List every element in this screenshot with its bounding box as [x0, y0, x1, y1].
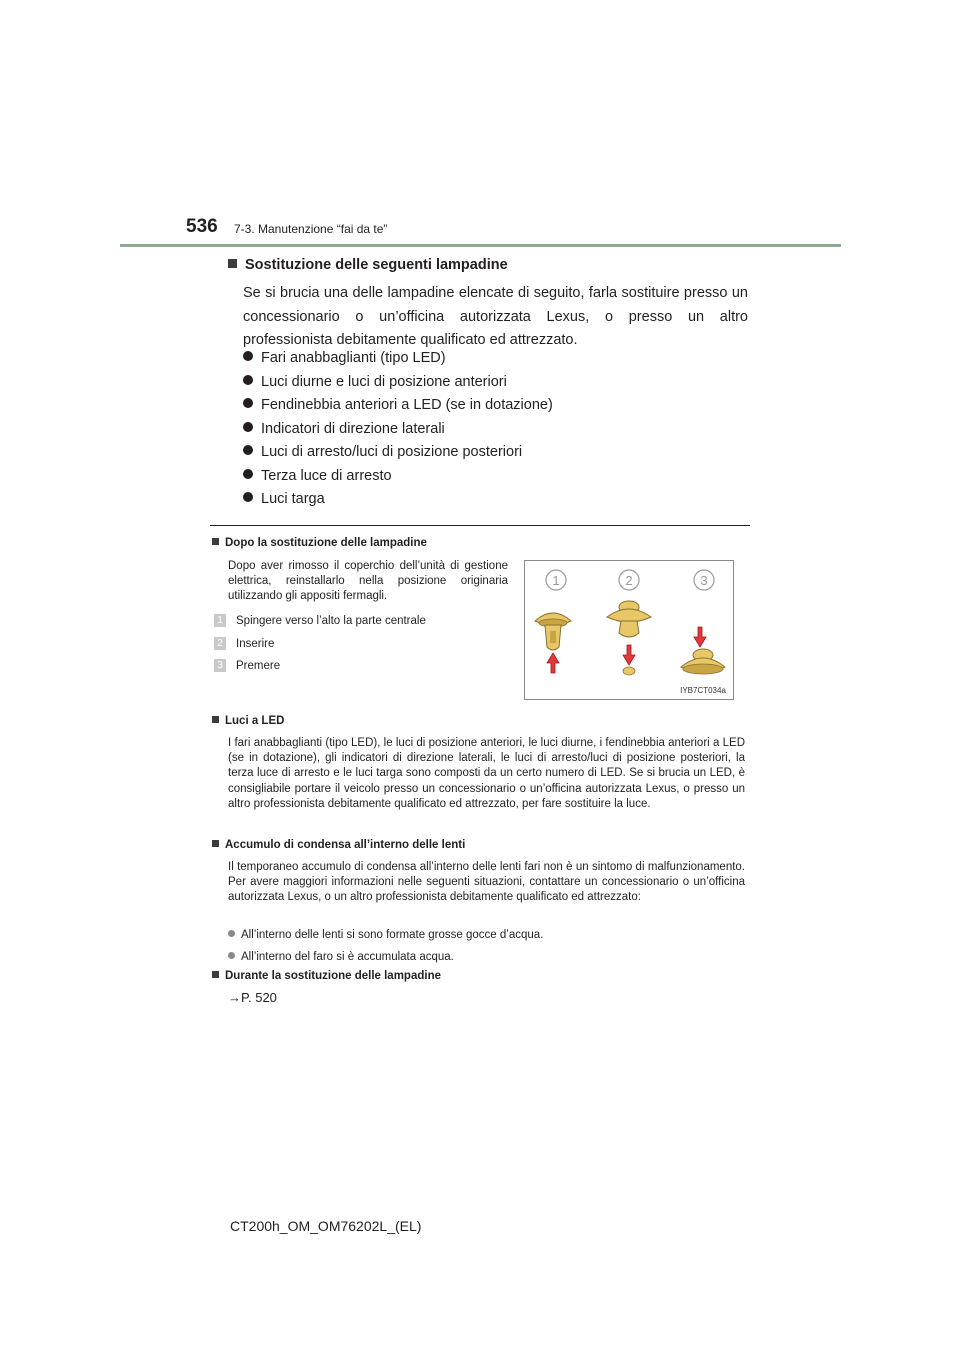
- bullet-icon: [243, 351, 253, 361]
- clip-illustration: [525, 561, 733, 699]
- clip-3-icon: [681, 627, 725, 674]
- note-title-durante: Durante la sostituzione delle lampadine: [212, 970, 441, 982]
- step-item: 2 Inserire: [214, 637, 274, 652]
- bullet-icon: [228, 930, 235, 937]
- section-divider: [210, 525, 750, 526]
- running-header: 7-3. Manutenzione “fai da te”: [234, 222, 388, 236]
- clip-1-icon: [535, 613, 571, 673]
- clip-figure: [524, 560, 734, 700]
- bullet-icon: [228, 952, 235, 959]
- square-bullet-icon: [228, 259, 237, 268]
- list-item: All’interno del faro si è accumulata acqua.: [228, 950, 454, 965]
- step-item: 1 Spingere verso l’alto la parte centrale: [214, 614, 426, 629]
- clip-2-icon: [607, 601, 651, 675]
- note-title-condensa: Accumulo di condensa all’interno delle lenti: [212, 839, 465, 851]
- note-title-led: Luci a LED: [212, 715, 284, 727]
- list-item: All’interno delle lenti si sono formate grosse gocce d’acqua.: [228, 928, 543, 943]
- list-item: Luci di arresto/luci di posizione posteriori: [243, 444, 522, 460]
- figure-label-2: 2: [625, 573, 633, 588]
- list-item: Luci diurne e luci di posizione anteriori: [243, 374, 507, 390]
- step-number: 1: [214, 614, 226, 627]
- square-bullet-icon: [212, 716, 219, 723]
- figure-label-1: 1: [552, 573, 560, 588]
- square-bullet-icon: [212, 538, 219, 545]
- page-reference-link[interactable]: →P. 520: [228, 990, 277, 1005]
- document-code: CT200h_OM_OM76202L_(EL): [230, 1218, 422, 1234]
- section-heading: Sostituzione delle seguenti lampadine: [228, 257, 508, 273]
- page-number: 536: [186, 216, 218, 237]
- step-item: 3 Premere: [214, 659, 280, 674]
- figure-label-3: 3: [700, 573, 708, 588]
- list-item: Terza luce di arresto: [243, 468, 392, 484]
- list-item: Fari anabbaglianti (tipo LED): [243, 350, 446, 366]
- bullet-icon: [243, 445, 253, 455]
- list-item: Fendinebbia anteriori a LED (se in dotazione): [243, 397, 553, 413]
- bullet-icon: [243, 492, 253, 502]
- step-number: 3: [214, 659, 226, 672]
- bullet-icon: [243, 398, 253, 408]
- bullet-icon: [243, 469, 253, 479]
- intro-paragraph: Se si brucia una delle lampadine elencate di seguito, farla sostituire presso un concessionario o un’officina autorizzata Lexus, o presso un altro professionista debitamente qualificato ed attrezzato.: [243, 285, 748, 348]
- header-rule: [120, 244, 841, 247]
- note-text-led: I fari anabbaglianti (tipo LED), le luci di posizione anteriori, le luci diurne, i fendinebbia anteriori a LED (se in dotazione), gli indicatori di direzione laterali, le luci di arresto/luci di posizione posteriori, la terza luce di arresto e le luci targa sono composti da un certo numero di LED. Se si brucia un LED, è consigliabile portare il veicolo presso un concessionario o un’officina autorizzata Lexus, o presso un altro professionista debitamente qualificato ed attrezzato, per fare sostituire la luce.: [228, 737, 745, 810]
- list-item: Luci targa: [243, 491, 325, 507]
- figure-code: IYB7CT034a: [680, 686, 726, 695]
- note-text-after: Dopo aver rimosso il coperchio dell’unità di gestione elettrica, reinstallarlo nella posizione originaria utilizzando gli appositi fermagli.: [228, 560, 508, 603]
- note-title-after: Dopo la sostituzione delle lampadine: [212, 537, 427, 549]
- list-item: Indicatori di direzione laterali: [243, 421, 445, 437]
- square-bullet-icon: [212, 840, 219, 847]
- bullet-icon: [243, 422, 253, 432]
- square-bullet-icon: [212, 971, 219, 978]
- bullet-icon: [243, 375, 253, 385]
- note-text-condensa: Il temporaneo accumulo di condensa all’interno delle lenti fari non è un sintomo di malfunzionamento. Per avere maggiori informazioni nelle seguenti situazioni, contattare un concessionario o un’officina autorizzata Lexus, o un altro professionista debitamente qualificato ed attrezzato:: [228, 861, 745, 904]
- step-number: 2: [214, 637, 226, 650]
